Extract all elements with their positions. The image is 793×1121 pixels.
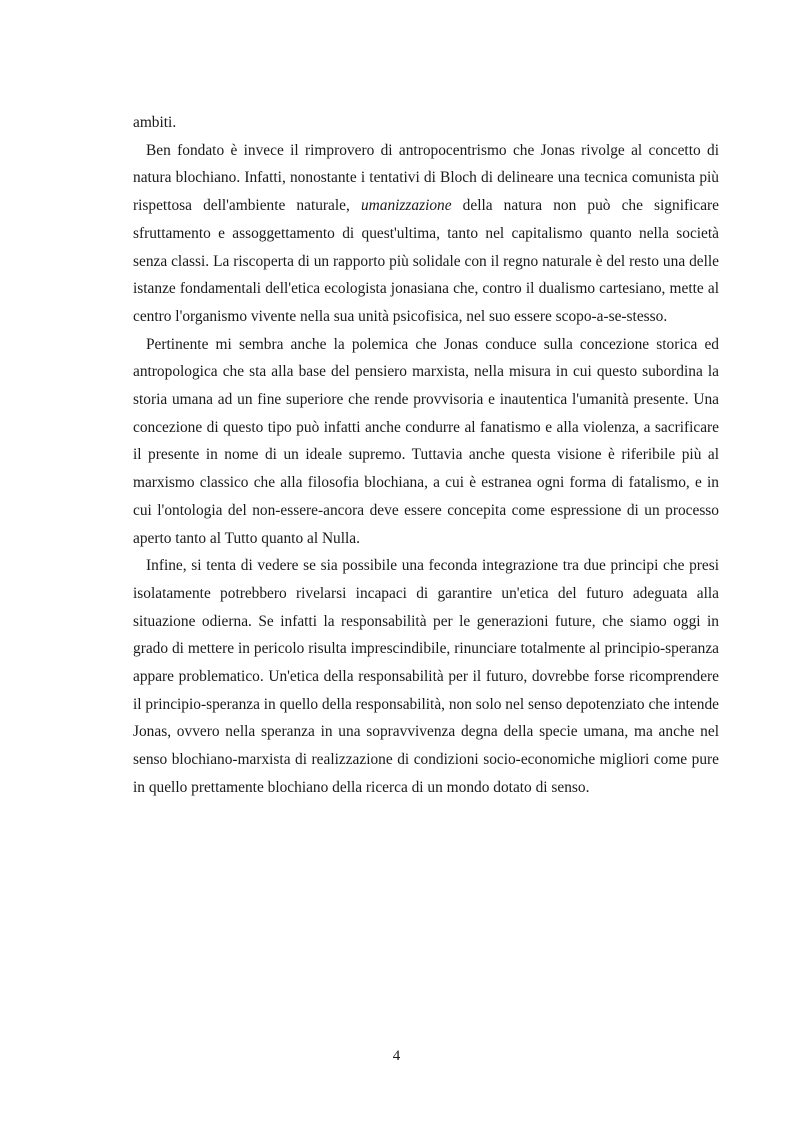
paragraph-integrazione: Infine, si tenta di vedere se sia possibile una feconda integrazione tra due principi che presi isolatamente potrebbero rivelarsi incapaci di garantire un'etica del futuro adeguata alla situazione odierna. Se infatti la responsabilità per le generazioni future, che siamo oggi in grado di mettere in pericolo risulta imprescindibile, rinunciare totalmente al principio-speranza appare problematico. Un'etica della responsabilità per il futuro, dovrebbe forse ricomprendere il principio-speranza in quello della responsabilità, non solo nel senso depotenziato che intende Jonas, ovvero nella speranza in una sopravvivenza degna della specie umana, ma anche nel senso blochiano-marxista di realizzazione di condizioni socio-economiche migliori come pure in quello prettamente blochiano della ricerca di un mondo dotato di senso. [133, 557, 719, 796]
emphasized-term: umanizzazione [360, 197, 452, 215]
paragraph-polemica: Pertinente mi sembra anche la polemica che Jonas conduce sulla concezione storica ed antropologica che sta alla base del pensiero marxista, nella misura in cui questo subordina la storia umana ad un fine superiore che rende provvisoria e inautentica l'umanità presente. Una concezione di questo tipo può infatti anche condurre al fanatismo e alla violenza, a sacrificare il presente in nome di un ideale supremo. Tuttavia anche questa visione è riferibile più al marxismo classico che alla filosofia blochiana, a cui è estranea ogni forma di fatalismo, e in cui l'ontologia del non-essere-ancora deve essere concepita come espressione di un processo aperto tanto al Tutto quanto al Nulla. [133, 335, 719, 547]
paragraph-text-after: della natura non può che significare sfruttamento e assoggettamento di quest'ultima, tanto nel capitalismo quanto nella società senza classi. La riscoperta di un rapporto più solidale con il regno naturale è del resto una delle istanze fondamentali dell'etica ecologista jonasiana che, contro il dualismo cartesiano, mette al centro l'organismo vivente nella sua unità psicofisica, nel suo essere scopo-a-se-stesso. [133, 197, 719, 325]
paragraph-text-before: Ben fondato è invece il rimprovero di antropocentrismo che Jonas rivolge al concetto di natura blochiano. Infatti, nonostante i tentativi di Bloch di delineare una tecnica comunista più rispettosa dell'ambiente naturale, [133, 141, 719, 215]
paragraph-antropocentrismo [133, 137, 719, 331]
page-number: 4 [392, 1048, 401, 1064]
body-text [133, 109, 719, 802]
paragraph-continuation: ambiti. [133, 114, 177, 131]
